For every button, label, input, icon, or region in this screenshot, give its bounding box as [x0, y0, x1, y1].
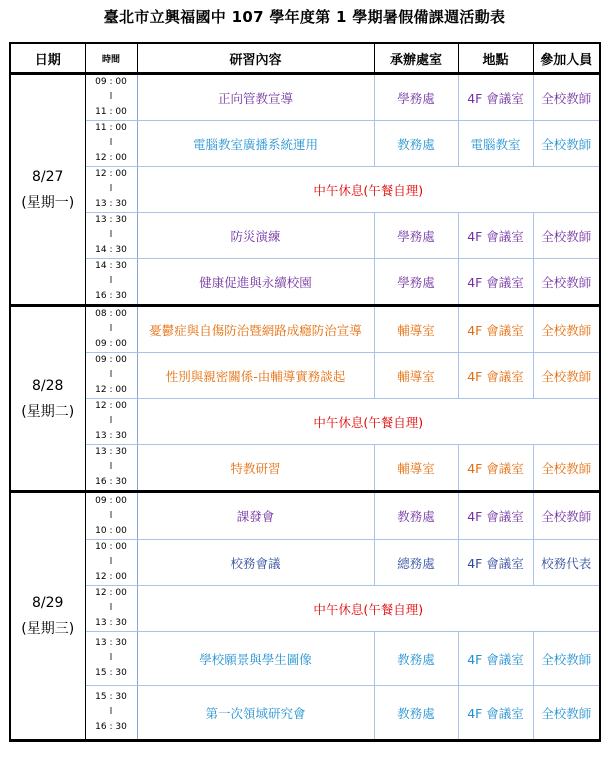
time-separator: l: [109, 370, 113, 380]
time-end: 16 : 30: [95, 477, 127, 487]
time-separator: l: [109, 557, 113, 567]
time-cell: [85, 445, 137, 492]
time-cell: [85, 306, 137, 353]
time-cell: [85, 586, 137, 632]
time-cell: [85, 632, 137, 686]
time-start: 13 : 30: [95, 447, 127, 457]
time-cell: [85, 74, 137, 121]
activity-dept: 輔導室: [374, 445, 458, 492]
activity-dept: 總務處: [374, 540, 458, 586]
time-separator: l: [109, 462, 113, 472]
day-weekday: (星期二): [21, 403, 75, 420]
time-cell: [85, 121, 137, 167]
activity-location: 電腦教室: [458, 121, 533, 167]
activity-dept: 學務處: [374, 213, 458, 259]
activity-location: 4F 會議室: [458, 686, 533, 741]
day-weekday: (星期一): [21, 194, 75, 211]
time-end: 12 : 00: [95, 572, 127, 582]
time-end: 12 : 00: [95, 385, 127, 395]
time-start: 12 : 00: [95, 401, 127, 411]
activity-participants: 全校教師: [533, 213, 600, 259]
lunch-break-cell: 中午休息(午餐自理): [137, 586, 600, 632]
activity-location: 4F 會議室: [458, 540, 533, 586]
time-separator: l: [109, 510, 113, 521]
time-start: 08 : 00: [95, 309, 127, 319]
activity-location: 4F 會議室: [458, 259, 533, 306]
time-start: 14 : 30: [95, 261, 127, 271]
activity-participants: 全校教師: [533, 632, 600, 686]
activity-content: 第一次領域研究會: [137, 686, 374, 741]
header-dept: 承辦處室: [374, 43, 458, 74]
schedule-row: [10, 121, 600, 167]
schedule-row: [10, 399, 600, 445]
time-cell: [85, 686, 137, 741]
activity-location: 4F 會議室: [458, 445, 533, 492]
time-start: 10 : 00: [95, 542, 127, 552]
time-end: 16 : 30: [95, 291, 127, 301]
header-location: 地點: [458, 43, 533, 74]
time-separator: l: [109, 276, 113, 286]
day-cell: [10, 306, 85, 492]
activity-content: 性別與親密關係-由輔導實務談起: [137, 353, 374, 399]
time-start: 11 : 00: [95, 123, 127, 133]
activity-participants: 全校教師: [533, 306, 600, 353]
day-date: 8/29: [32, 595, 64, 611]
time-start: 15 : 30: [95, 692, 127, 702]
time-cell: [85, 540, 137, 586]
activity-dept: 學務處: [374, 74, 458, 121]
time-start: 09 : 00: [95, 77, 127, 87]
time-end: 13 : 30: [95, 431, 127, 441]
activity-content: 正向管教宣導: [137, 74, 374, 121]
day-weekday: (星期三): [21, 621, 75, 637]
time-cell: [85, 353, 137, 399]
time-separator: l: [109, 324, 113, 334]
activity-dept: 教務處: [374, 492, 458, 540]
time-end: 14 : 30: [95, 245, 127, 255]
activity-participants: 全校教師: [533, 445, 600, 492]
activity-location: 4F 會議室: [458, 353, 533, 399]
activity-participants: 全校教師: [533, 259, 600, 306]
activity-participants: 全校教師: [533, 121, 600, 167]
activity-content: 憂鬱症與自傷防治暨網路成癮防治宣導: [137, 306, 374, 353]
time-end: 09 : 00: [95, 339, 127, 349]
activity-dept: 教務處: [374, 686, 458, 741]
activity-content: 防災演練: [137, 213, 374, 259]
time-separator: l: [109, 138, 113, 148]
time-separator: l: [109, 707, 113, 717]
day-cell: [10, 492, 85, 741]
time-end: 15 : 30: [95, 668, 127, 678]
time-end: 16 : 30: [95, 722, 127, 732]
time-start: 12 : 00: [95, 169, 127, 179]
activity-location: 4F 會議室: [458, 306, 533, 353]
schedule-row: [10, 353, 600, 399]
activity-dept: 學務處: [374, 259, 458, 306]
time-cell: [85, 492, 137, 540]
day-date: 8/27: [32, 168, 64, 185]
schedule-row: [10, 259, 600, 306]
schedule-row: [10, 74, 600, 121]
time-start: 13 : 30: [95, 215, 127, 225]
header-time: 時間: [85, 43, 137, 74]
activity-participants: 全校教師: [533, 492, 600, 540]
lunch-break-cell: 中午休息(午餐自理): [137, 167, 600, 213]
activity-location: 4F 會議室: [458, 213, 533, 259]
time-cell: [85, 399, 137, 445]
activity-participants: 校務代表: [533, 540, 600, 586]
schedule-row: [10, 213, 600, 259]
lunch-break-cell: 中午休息(午餐自理): [137, 399, 600, 445]
time-separator: l: [109, 653, 113, 663]
time-cell: [85, 259, 137, 306]
time-separator: l: [109, 603, 113, 613]
activity-content: 學校願景與學生圖像: [137, 632, 374, 686]
schedule-row: [10, 686, 600, 741]
activity-dept: 輔導室: [374, 353, 458, 399]
activity-content: 電腦教室廣播系統運用: [137, 121, 374, 167]
header-row: [10, 43, 600, 74]
time-start: 09 : 00: [95, 355, 127, 365]
schedule-row: [10, 586, 600, 632]
time-separator: l: [109, 416, 113, 426]
time-separator: l: [109, 92, 113, 102]
schedule-row: [10, 540, 600, 586]
time-end: 13 : 30: [95, 618, 127, 628]
schedule-row: [10, 492, 600, 540]
header-date: 日期: [10, 43, 85, 74]
time-start: 13 : 30: [95, 638, 127, 648]
activity-participants: 全校教師: [533, 353, 600, 399]
activity-location: 4F 會議室: [458, 492, 533, 540]
time-start: 12 : 00: [95, 588, 127, 598]
time-end: 13 : 30: [95, 199, 127, 209]
schedule-row: [10, 167, 600, 213]
activity-dept: 輔導室: [374, 306, 458, 353]
activity-content: 特教研習: [137, 445, 374, 492]
activity-participants: 全校教師: [533, 74, 600, 121]
time-cell: [85, 167, 137, 213]
schedule-row: [10, 632, 600, 686]
time-end: 11 : 00: [95, 107, 127, 117]
schedule-body: [10, 74, 600, 741]
schedule-row: [10, 445, 600, 492]
day-cell: [10, 74, 85, 306]
header-content: 研習內容: [137, 43, 374, 74]
activity-location: 4F 會議室: [458, 74, 533, 121]
activity-participants: 全校教師: [533, 686, 600, 741]
time-start: 09 : 00: [95, 495, 127, 506]
activity-dept: 教務處: [374, 121, 458, 167]
time-separator: l: [109, 230, 113, 240]
activity-dept: 教務處: [374, 632, 458, 686]
document-title: 臺北市立興福國中 107 學年度第 1 學期暑假備課週活動表: [103, 8, 506, 26]
schedule-table: [9, 42, 601, 742]
time-cell: [85, 213, 137, 259]
activity-content: 課發會: [137, 492, 374, 540]
activity-content: 校務會議: [137, 540, 374, 586]
time-end: 12 : 00: [95, 153, 127, 163]
schedule-row: [10, 306, 600, 353]
activity-content: 健康促進與永續校園: [137, 259, 374, 306]
day-date: 8/28: [32, 377, 64, 394]
header-participants: 參加人員: [533, 43, 600, 74]
time-end: 10 : 00: [95, 525, 127, 536]
time-separator: l: [109, 184, 113, 194]
activity-location: 4F 會議室: [458, 632, 533, 686]
